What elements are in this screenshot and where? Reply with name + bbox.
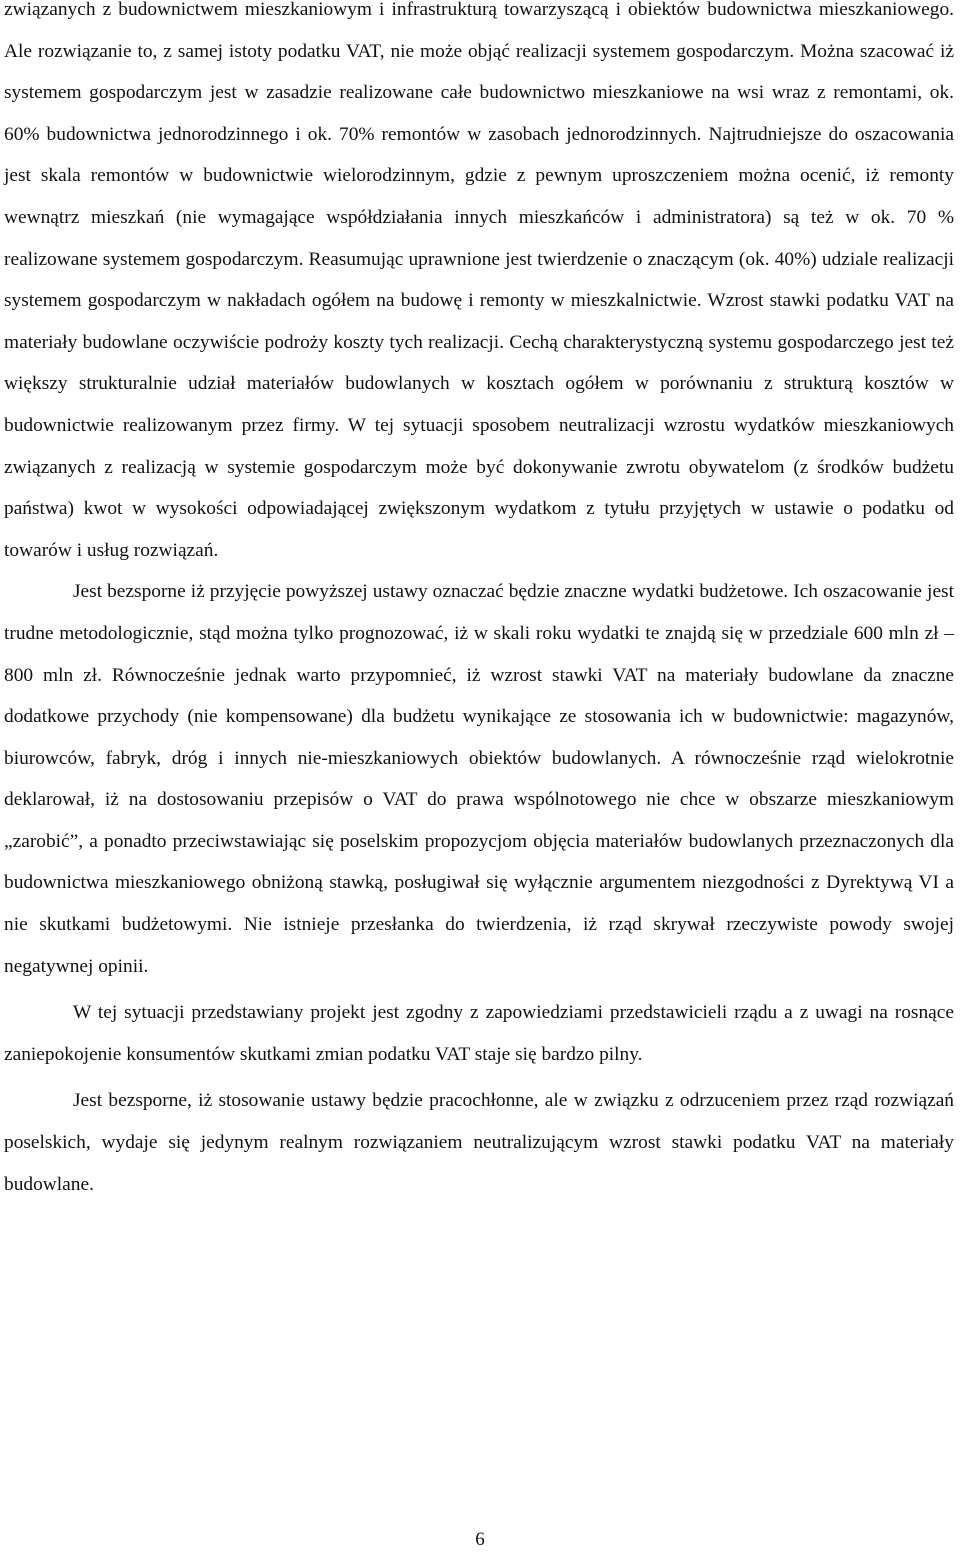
paragraph-conclusion: Jest bezsporne, iż stosowanie ustawy będzie pracochłonne, ale w związku z odrzuceniem przez rząd rozwiązań poselskich, wydaje się jedynym realnym rozwiązaniem neutralizującym wzrost stawki podatku VAT na materiały budowlane. [4,1090,954,1195]
paragraph-project-urgency: W tej sytuacji przedstawiany projekt jest zgodny z zapowiedziami przedstawicieli rządu a z uwagi na rosnące zaniepokojenie konsumentów skutkami zmian podatku VAT staje się bardzo pilny. [4,1002,954,1065]
page-number: 6 [475,1529,485,1550]
paragraph-budget-expenses: Jest bezsporne iż przyjęcie powyższej ustawy oznaczać będzie znaczne wydatki budżetowe. Ich oszacowanie jest trudne metodologicznie, stąd można tylko prognozować, iż w skali roku wydatki te znajdą się w przedziale 600 mln zł – 800 mln zł. Równocześnie jednak warto przypomnieć, iż wzrost stawki VAT na materiały budowlane da znaczne dodatkowe przychody (nie kompensowane) dla budżetu wynikające ze stosowania ich w budownictwie: magazynów, biurowców, fabryk, dróg i innych nie-mieszkaniowych obiektów budowlanych. A równocześnie rząd wielokrotnie deklarował, iż na dostosowaniu przepisów o VAT do prawa wspólnotowego nie chce w obszarze mieszkaniowym „zarobić”, a ponadto przeciwstawiając się poselskim propozycjom objęcia materiałów budowlanych przeznaczonych dla budownictwa mieszkaniowego obniżoną stawką, posługiwał się wyłącznie argumentem niezgodności z Dyrektywą VI a nie skutkami budżetowymi. Nie istnieje przesłanka do twierdzenia, iż rząd skrywał rzeczywiste powody swojej negatywnej opinii. [4,581,954,977]
paragraph-continuation: związanych z budownictwem mieszkaniowym i infrastrukturą towarzyszącą i obiektów budownictwa mieszkaniowego. Ale rozwiązanie to, z samej istoty podatku VAT, nie może objąć realizacji systemem gospodarczym. Można szacować iż systemem gospodarczym jest w zasadzie realizowane całe budownictwo mieszkaniowe na wsi wraz z remontami, ok. 60% budownictwa jednorodzinnego i ok. 70% remontów w zasobach jednorodzinnych. Najtrudniejsze do oszacowania jest skala remontów w budownictwie wielorodzinnym, gdzie z pewnym uproszczeniem można ocenić, iż remonty wewnątrz mieszkań (nie wymagające współdziałania innych mieszkańców i administratora) są też w ok. 70 % realizowane systemem gospodarczym. Reasumując uprawnione jest twierdzenie o znaczącym (ok. 40%) udziale realizacji systemem gospodarczym w nakładach ogółem na budowę i remonty w mieszkalnictwie. Wzrost stawki podatku VAT na materiały budowlane oczywiście podroży koszty tych realizacji. Cechą charakterystyczną systemu gospodarczego jest też większy strukturalnie udział materiałów budowlanych w kosztach ogółem w porównaniu z strukturą kosztów w budownictwie realizowanym przez firmy. W tej sytuacji sposobem neutralizacji wzrostu wydatków mieszkaniowych związanych z realizacją w systemie gospodarczym może być dokonywanie zwrotu obywatelom (z środków budżetu państwa) kwot w wysokości odpowiadającej zwiększonym wydatkom z tytułu przyjętych w ustawie o podatku od towarów i usług rozwiązań. [4,0,954,561]
